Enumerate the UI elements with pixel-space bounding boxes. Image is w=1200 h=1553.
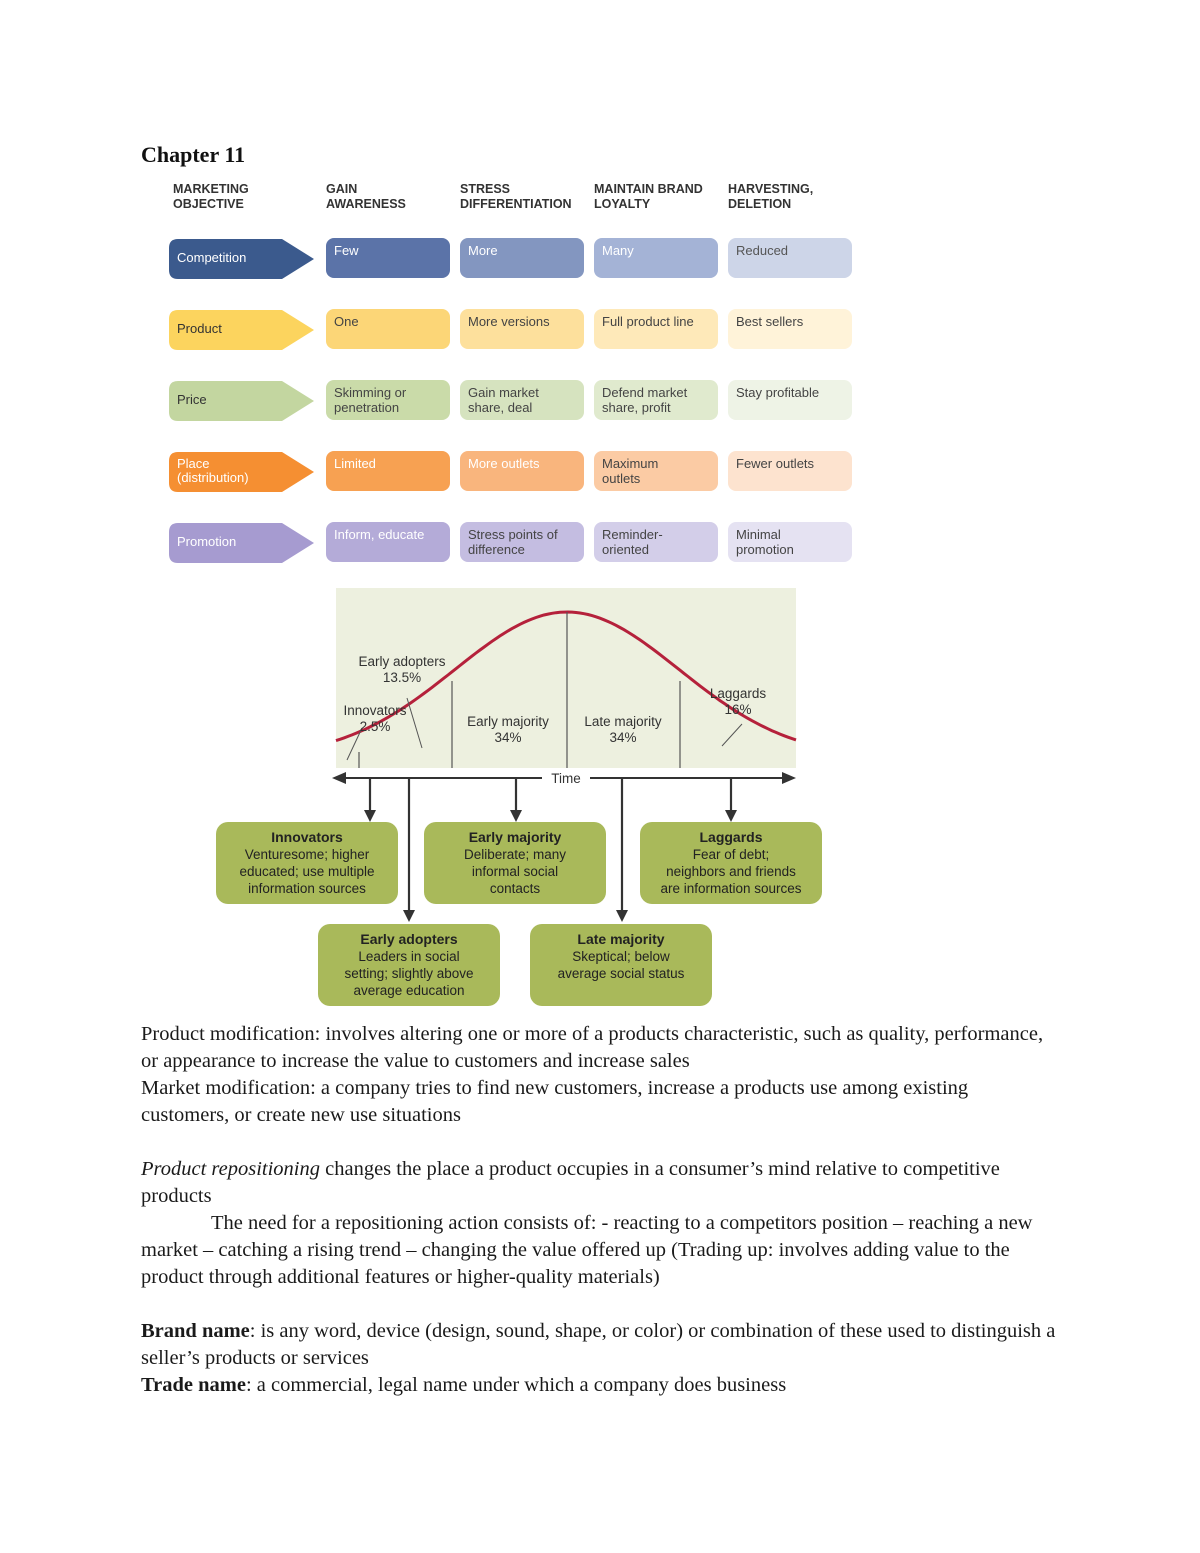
matrix-cell-1-3: Best sellers xyxy=(728,309,852,349)
paragraph-brand-name: Brand name: is any word, device (design, sound, shape, or color) or combination of these used to distinguish a seller’s products or services xyxy=(141,1320,1056,1369)
row-label-1 xyxy=(168,309,314,349)
header-stress-differentiation: STRESS DIFFERENTIATION xyxy=(460,182,572,211)
paragraph-product-modification: Product modification: involves altering one or more of a products characteristic, such as quality, performance, or appearance to increase the value to customers and increase sales xyxy=(141,1023,1044,1072)
box-late-majority: Late majority Skeptical; below average social status xyxy=(530,924,712,1006)
matrix-cell-2-0: Skimming or penetration xyxy=(326,380,450,420)
chapter-title: Chapter 11 xyxy=(141,142,246,167)
label-late-majority: Late majority 34% xyxy=(584,714,662,745)
label-early-adopters: Early adopters 13.5% xyxy=(358,654,446,685)
adoption-curve-figure xyxy=(212,588,832,1008)
paragraph-trade-name: Trade name: a commercial, legal name under which a company does business xyxy=(141,1374,787,1396)
row-label-3 xyxy=(168,451,314,491)
matrix-cell-2-2: Defend market share, profit xyxy=(594,380,718,420)
matrix-cell-1-2: Full product line xyxy=(594,309,718,349)
label-early-majority: Early majority 34% xyxy=(467,714,549,745)
header-maintain-brand-loyalty: MAINTAIN BRAND LOYALTY xyxy=(594,182,703,211)
matrix-cell-4-3: Minimal promotion xyxy=(728,522,852,562)
paragraph-market-modification: Market modification: a company tries to find new customers, increase a products use among existing customers, or create new use situations xyxy=(141,1077,969,1126)
box-innovators: Innovators Venturesome; higher educated; use multiple information sources xyxy=(216,822,398,904)
matrix-cell-0-1: More xyxy=(460,238,584,278)
box-early-majority: Early majority Deliberate; many informal social contacts xyxy=(424,822,606,904)
matrix-cell-0-3: Reduced xyxy=(728,238,852,278)
matrix-cell-4-2: Reminder- oriented xyxy=(594,522,718,562)
matrix-cell-3-1: More outlets xyxy=(460,451,584,491)
matrix-cell-3-0: Limited xyxy=(326,451,450,491)
label-laggards: Laggards 16% xyxy=(709,686,767,717)
matrix-cell-4-1: Stress points of difference xyxy=(460,522,584,562)
label-innovators: Innovators 2.5% xyxy=(343,703,407,734)
matrix-cell-1-1: More versions xyxy=(460,309,584,349)
box-laggards: Laggards Fear of debt; neighbors and friends are information sources xyxy=(640,822,822,904)
matrix-cell-0-0: Few xyxy=(326,238,450,278)
row-label-text: Promotion xyxy=(177,534,237,549)
paragraph-repositioning-needs: The need for a repositioning action consists of: - reacting to a competitors position – reaching a new market – catching a rising trend – changing the value offered up (Trading up: involves adding value to the product through additional features or higher-quality materials) xyxy=(141,1212,1033,1288)
row-label-text: Competition xyxy=(177,250,247,265)
time-arrow-right xyxy=(782,772,796,784)
paragraph-product-repositioning: Product repositioning changes the place a product occupies in a consumer’s mind relative to competitive products xyxy=(141,1158,1000,1207)
row-label-text: Place (distribution) xyxy=(177,456,249,485)
row-label-text: Product xyxy=(177,321,222,336)
time-arrow-left xyxy=(332,772,346,784)
label-time: Time xyxy=(551,771,581,786)
matrix-cell-3-3: Fewer outlets xyxy=(728,451,852,491)
header-harvesting-deletion: HARVESTING, DELETION xyxy=(728,182,814,211)
box-early-adopters: Early adopters Leaders in social setting; slightly above average education xyxy=(318,924,500,1006)
row-label-text: Price xyxy=(177,392,207,407)
matrix-cell-4-0: Inform, educate xyxy=(326,522,450,562)
row-label-4 xyxy=(168,522,314,562)
matrix-cell-1-0: One xyxy=(326,309,450,349)
matrix-cell-0-2: Many xyxy=(594,238,718,278)
matrix-cell-3-2: Maximum outlets xyxy=(594,451,718,491)
header-marketing-objective: MARKETING OBJECTIVE xyxy=(173,182,249,211)
header-gain-awareness: GAIN AWARENESS xyxy=(326,182,406,211)
plc-strategy-matrix xyxy=(166,180,866,580)
matrix-cell-2-3: Stay profitable xyxy=(728,380,852,420)
row-label-0 xyxy=(168,238,314,278)
row-label-2 xyxy=(168,380,314,420)
matrix-cell-2-1: Gain market share, deal xyxy=(460,380,584,420)
